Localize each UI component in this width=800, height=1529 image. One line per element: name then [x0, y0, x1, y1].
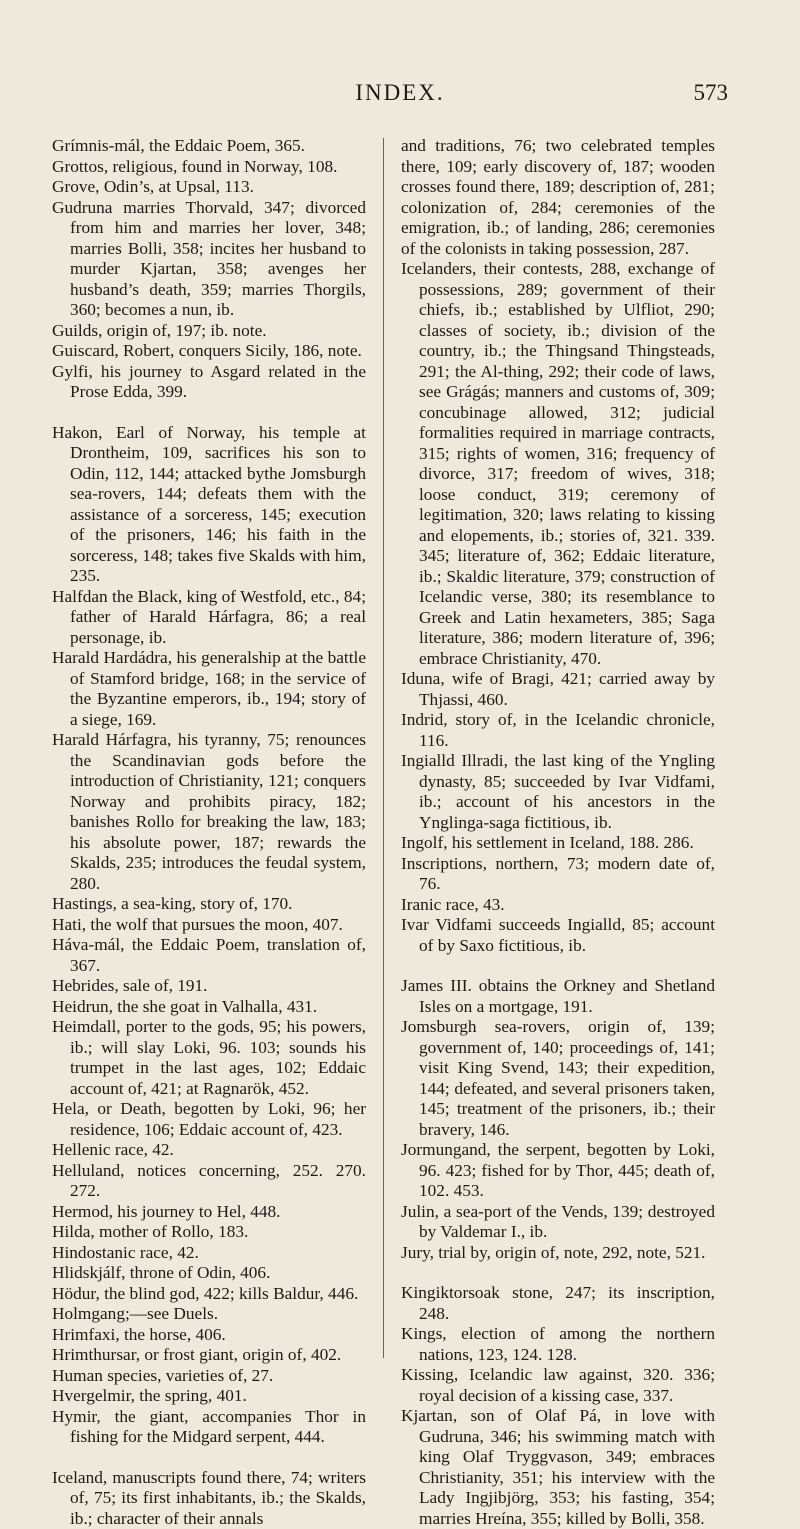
index-entry: Harald Hardádra, his generalship at the battle of Stamford bridge, 168; in the service of the Byzantine emperors, ib., 194; story of a siege, 169. [52, 648, 366, 730]
index-entry: Indrid, story of, in the Icelandic chronicle, 116. [401, 710, 715, 751]
index-entry: Ingialld Illradi, the last king of the Yngling dynasty, 85; succeeded by Ivar Vidfami, ib.; account of his ancestors in the Ynglinga-saga fictitious, ib. [401, 751, 715, 833]
index-entry: Helluland, notices concerning, 252. 270. 272. [52, 1161, 366, 1202]
index-entry: Harald Hárfagra, his tyranny, 75; renounces the Scandinavian gods before the introduction of Christianity, 121; conquers Norway and prohibits piracy, 182; banishes Rollo for breaking the law, 183; his absolute power, 187; rewards the Skalds, 235; introduces the feudal system, 280. [52, 730, 366, 894]
index-entry: Hela, or Death, begotten by Loki, 96; her residence, 106; Eddaic account of, 423. [52, 1099, 366, 1140]
index-entry: Ingolf, his settlement in Iceland, 188. 286. [401, 833, 715, 854]
index-entry: Háva-mál, the Eddaic Poem, translation of, 367. [52, 935, 366, 976]
index-entry: Kissing, Icelandic law against, 320. 336; royal decision of a kissing case, 337. [401, 1365, 715, 1406]
index-entry: Hlidskjálf, throne of Odin, 406. [52, 1263, 366, 1284]
index-entry: Heimdall, porter to the gods, 95; his powers, ib.; will slay Loki, 96. 103; sounds his trumpet in the last ages, 102; Eddaic account of, 421; at Ragnarök, 452. [52, 1017, 366, 1099]
index-entry: Holmgang;—see Duels. [52, 1304, 366, 1325]
index-entry: Human species, varieties of, 27. [52, 1366, 366, 1387]
index-entry: Grove, Odin’s, at Upsal, 113. [52, 177, 366, 198]
index-entry: Guiscard, Robert, conquers Sicily, 186, note. [52, 341, 366, 362]
index-entry: Hilda, mother of Rollo, 183. [52, 1222, 366, 1243]
page-header [0, 78, 800, 118]
index-entry: Hastings, a sea-king, story of, 170. [52, 894, 366, 915]
index-entry: Hymir, the giant, accompanies Thor in fishing for the Midgard serpent, 444. [52, 1407, 366, 1448]
index-entry: Hebrides, sale of, 191. [52, 976, 366, 997]
running-title: INDEX. [0, 80, 800, 106]
index-entry: Hrimthursar, or frost giant, origin of, 402. [52, 1345, 366, 1366]
index-entry: Inscriptions, northern, 73; modern date of, 76. [401, 854, 715, 895]
index-entry: Gudruna marries Thorvald, 347; divorced from him and marries her lover, 348; marries Bolli, 358; incites her husband to murder Kjartan, 358; avenges her husband’s death, 359; marries Thorgils, 360; becomes a nun, ib. [52, 198, 366, 321]
index-entry: Heidrun, the she goat in Valhalla, 431. [52, 997, 366, 1018]
index-entry: James III. obtains the Orkney and Shetland Isles on a mortgage, 191. [401, 976, 715, 1017]
index-entry: Halfdan the Black, king of Westfold, etc., 84; father of Harald Hárfagra, 86; a real personage, ib. [52, 587, 366, 649]
index-entry: Grímnis-mál, the Eddaic Poem, 365. [52, 136, 366, 157]
index-entry: Kings, election of among the northern nations, 123, 124. 128. [401, 1324, 715, 1365]
right-column [401, 136, 715, 1529]
index-entry: Kingiktorsoak stone, 247; its inscription, 248. [401, 1283, 715, 1324]
index-entry-continued: and traditions, 76; two celebrated temples there, 109; early discovery of, 187; wooden crosses found there, 189; description of, 281; colonization of, 284; ceremonies of the emigration, ib.; of landing, 286; ceremonies of the colonists in taking possession, 287. [401, 136, 715, 259]
index-entry: Icelanders, their contests, 288, exchange of possessions, 289; government of their chiefs, ib.; established by Ulfliot, 290; classes of society, ib.; division of the country, ib.; the Thingsand Thingsteads, 291; the Al-thing, 292; their code of laws, see Grágás; manners and customs of, 309; concubinage allowed, 312; judicial formalities required in marriage contracts, 315; rights of women, 316; frequency of divorce, 317; freedom of wives, 318; loose conduct, 319; ceremony of legitimation, 320; laws relating to kissing and elopements, ib.; stories of, 321. 339. 345; literature of, 362; Eddaic literature, ib.; Skaldic literature, 379; construction of Icelandic verse, 380; its resemblance to Greek and Latin hexameters, 385; Saga literature, 386; modern literature of, 396; embrace Christianity, 470. [401, 259, 715, 669]
index-entry: Ivar Vidfami succeeds Ingialld, 85; account of by Saxo fictitious, ib. [401, 915, 715, 956]
index-entry: Iduna, wife of Bragi, 421; carried away by Thjassi, 460. [401, 669, 715, 710]
index-entry: Jomsburgh sea-rovers, origin of, 139; government of, 140; proceedings of, 141; visit King Svend, 143; their expedition, 144; defeated, and several prisoners taken, 145; treatment of the prisoners, ib.; their bravery, 146. [401, 1017, 715, 1140]
column-divider [383, 138, 384, 1358]
index-entry: Grottos, religious, found in Norway, 108. [52, 157, 366, 178]
index-entry: Iceland, manuscripts found there, 74; writers of, 75; its first inhabitants, ib.; the Skalds, ib.; character of their annals [52, 1468, 366, 1529]
index-entry: Julin, a sea-port of the Vends, 139; destroyed by Valdemar I., ib. [401, 1202, 715, 1243]
index-entry: Hati, the wolf that pursues the moon, 407. [52, 915, 366, 936]
index-entry: Guilds, origin of, 197; ib. note. [52, 321, 366, 342]
index-entry: Hermod, his journey to Hel, 448. [52, 1202, 366, 1223]
index-entry: Jury, trial by, origin of, note, 292, note, 521. [401, 1243, 715, 1264]
index-entry: Kjartan, son of Olaf Pá, in love with Gudruna, 346; his swimming match with king Olaf Tryggvason, 349; embraces Christianity, 351; his interview with the Lady Ingjibjörg, 353; his fasting, 354; marries Hreína, 355; killed by Bolli, 358. [401, 1406, 715, 1529]
index-entry: Gylfi, his journey to Asgard related in the Prose Edda, 399. [52, 362, 366, 403]
index-entry: Hakon, Earl of Norway, his temple at Drontheim, 109, sacrifices his son to Odin, 112, 144; attacked bythe Jomsburgh sea-rovers, 144; defeats them with the assistance of a sorceress, 145; execution of the prisoners, 146; his faith in the sorceress, 148; takes five Skalds with him, 235. [52, 423, 366, 587]
index-entry: Hvergelmir, the spring, 401. [52, 1386, 366, 1407]
index-entry: Jormungand, the serpent, begotten by Loki, 96. 423; fished for by Thor, 445; death of, 102. 453. [401, 1140, 715, 1202]
index-entry: Hellenic race, 42. [52, 1140, 366, 1161]
index-entry: Hrimfaxi, the horse, 406. [52, 1325, 366, 1346]
index-entry: Hödur, the blind god, 422; kills Baldur, 446. [52, 1284, 366, 1305]
left-column [52, 136, 366, 1529]
page-number: 573 [694, 80, 729, 106]
index-entry: Hindostanic race, 42. [52, 1243, 366, 1264]
index-entry: Iranic race, 43. [401, 895, 715, 916]
